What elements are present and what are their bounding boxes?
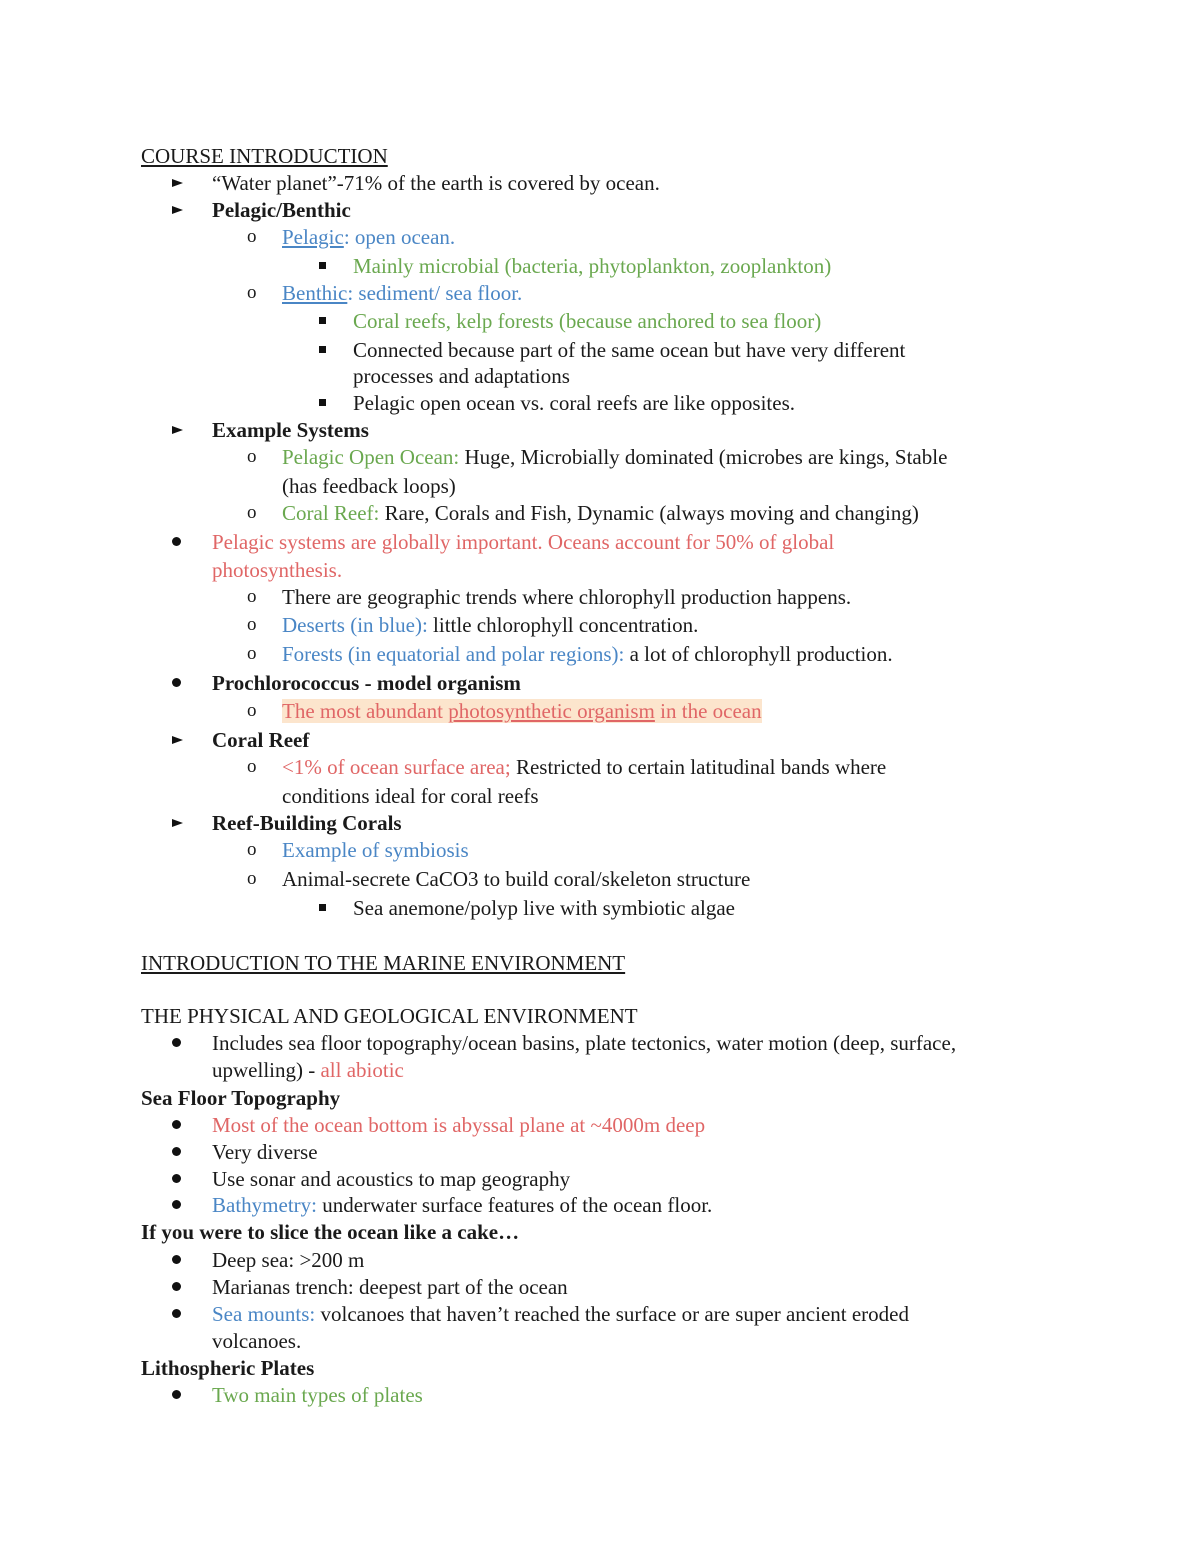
bullet-circle-icon: o bbox=[247, 586, 257, 607]
term-pelagic-open-ocean: Pelagic Open Ocean: bbox=[282, 445, 460, 469]
subsection-heading: THE PHYSICAL AND GEOLOGICAL ENVIRONMENT bbox=[141, 1004, 638, 1028]
text-run: in the ocean bbox=[654, 699, 762, 723]
list-item: Includes sea floor topography/ocean basins, plate tectonics, water motion (deep, surface, bbox=[212, 1031, 957, 1055]
list-item bbox=[282, 754, 886, 780]
bullet-arrow-icon bbox=[172, 205, 182, 215]
topic-heading: Sea Floor Topography bbox=[141, 1086, 341, 1110]
emphasis: <1% of ocean surface area; bbox=[282, 755, 511, 779]
bullet-circle-icon: o bbox=[247, 868, 257, 889]
definition: volcanoes that haven’t reached the surface or are super ancient eroded bbox=[315, 1302, 909, 1326]
bullet-square-icon bbox=[319, 262, 326, 269]
bullet-arrow-icon bbox=[172, 818, 182, 828]
term-bathymetry: Bathymetry: bbox=[212, 1193, 317, 1217]
bullet-dot-icon bbox=[172, 1120, 182, 1130]
bullet-circle-icon: o bbox=[247, 282, 257, 303]
bullet-arrow-icon bbox=[172, 178, 182, 188]
bullet-arrow-icon bbox=[172, 735, 182, 745]
list-item: Two main types of plates bbox=[212, 1383, 423, 1407]
highlighted-text bbox=[282, 699, 762, 723]
definition: Rare, Corals and Fish, Dynamic (always moving and changing) bbox=[379, 501, 919, 525]
definition: : open ocean. bbox=[343, 225, 456, 249]
list-item: Prochlorococcus - model organism bbox=[212, 671, 521, 695]
section-heading-course-introduction: COURSE INTRODUCTION bbox=[141, 144, 388, 168]
list-item-continued: (has feedback loops) bbox=[282, 474, 456, 498]
bullet-circle-icon: o bbox=[247, 226, 257, 247]
list-item: Animal-secrete CaCO3 to build coral/skeleton structure bbox=[282, 867, 751, 891]
bullet-dot-icon bbox=[172, 1038, 182, 1048]
list-item: Sea anemone/polyp live with symbiotic algae bbox=[353, 896, 735, 920]
list-item: Pelagic open ocean vs. coral reefs are like opposites. bbox=[353, 391, 795, 415]
list-item: Deep sea: >200 m bbox=[212, 1248, 365, 1272]
list-item: Pelagic systems are globally important. Oceans account for 50% of global bbox=[212, 530, 835, 554]
list-item: Coral Reef bbox=[212, 728, 310, 752]
bullet-circle-icon: o bbox=[247, 643, 257, 664]
list-item: Example Systems bbox=[212, 418, 369, 442]
list-item: Reef-Building Corals bbox=[212, 811, 402, 835]
text-run: Restricted to certain latitudinal bands where bbox=[510, 755, 887, 779]
bullet-dot-icon bbox=[172, 537, 182, 547]
term-pelagic: Pelagic bbox=[282, 225, 344, 249]
term-deserts: Deserts (in blue): bbox=[282, 613, 428, 637]
bullet-arrow-icon bbox=[172, 425, 182, 435]
list-item: Very diverse bbox=[212, 1140, 318, 1164]
definition: little chlorophyll concentration. bbox=[427, 613, 699, 637]
bullet-circle-icon: o bbox=[247, 614, 257, 635]
bullet-dot-icon bbox=[172, 1309, 182, 1319]
bullet-square-icon bbox=[319, 346, 326, 353]
list-item: Most of the ocean bottom is abyssal plane at ~4000m deep bbox=[212, 1113, 706, 1137]
list-item bbox=[282, 224, 455, 250]
bullet-dot-icon bbox=[172, 1147, 182, 1157]
list-item: Use sonar and acoustics to map geography bbox=[212, 1167, 571, 1191]
term-sea-mounts: Sea mounts: bbox=[212, 1302, 316, 1326]
bullet-dot-icon bbox=[172, 1255, 182, 1265]
text-run: The most abundant bbox=[282, 699, 449, 723]
underlined-text: photosynthetic organism bbox=[448, 699, 655, 723]
topic-heading: Lithospheric Plates bbox=[141, 1356, 315, 1380]
list-item bbox=[282, 612, 698, 638]
bullet-dot-icon bbox=[172, 1390, 182, 1400]
text-run: upwelling) - bbox=[212, 1058, 321, 1082]
topic-heading: If you were to slice the ocean like a cake… bbox=[141, 1220, 520, 1244]
list-item-continued bbox=[212, 1057, 404, 1083]
list-item: Mainly microbial (bacteria, phytoplankton, zooplankton) bbox=[353, 254, 832, 278]
bullet-circle-icon: o bbox=[247, 756, 257, 777]
bullet-dot-icon bbox=[172, 1174, 182, 1184]
list-item-continued: volcanoes. bbox=[212, 1329, 302, 1353]
list-item bbox=[212, 1301, 909, 1327]
bullet-circle-icon: o bbox=[247, 839, 257, 860]
list-item-continued: photosynthesis. bbox=[212, 558, 343, 582]
list-item bbox=[282, 444, 947, 470]
term-coral-reef: Coral Reef: bbox=[282, 501, 380, 525]
list-item: Marianas trench: deepest part of the ocean bbox=[212, 1275, 568, 1299]
list-item bbox=[282, 280, 522, 306]
list-item bbox=[282, 500, 919, 526]
bullet-dot-icon bbox=[172, 1282, 182, 1292]
bullet-circle-icon: o bbox=[247, 446, 257, 467]
bullet-circle-icon: o bbox=[247, 502, 257, 523]
definition: a lot of chlorophyll production. bbox=[624, 642, 893, 666]
definition: Huge, Microbially dominated (microbes are kings, Stable bbox=[459, 445, 948, 469]
list-item: Pelagic/Benthic bbox=[212, 198, 351, 222]
bullet-dot-icon bbox=[172, 1200, 182, 1210]
bullet-square-icon bbox=[319, 904, 326, 911]
section-heading-marine-environment: INTRODUCTION TO THE MARINE ENVIRONMENT bbox=[141, 951, 626, 975]
list-item bbox=[282, 641, 893, 667]
list-item: Example of symbiosis bbox=[282, 838, 469, 862]
list-item: Coral reefs, kelp forests (because anchored to sea floor) bbox=[353, 309, 822, 333]
term-forests: Forests (in equatorial and polar regions): bbox=[282, 642, 625, 666]
list-item-continued: conditions ideal for coral reefs bbox=[282, 784, 539, 808]
list-item bbox=[212, 1192, 712, 1218]
bullet-square-icon bbox=[319, 317, 326, 324]
list-item bbox=[282, 698, 762, 724]
bullet-dot-icon bbox=[172, 678, 182, 688]
list-item-continued: processes and adaptations bbox=[353, 364, 570, 388]
definition: underwater surface features of the ocean floor. bbox=[316, 1193, 713, 1217]
bullet-circle-icon: o bbox=[247, 700, 257, 721]
emphasis: all abiotic bbox=[320, 1058, 404, 1082]
bullet-square-icon bbox=[319, 399, 326, 406]
term-benthic: Benthic bbox=[282, 281, 348, 305]
list-item: “Water planet”-71% of the earth is covered by ocean. bbox=[212, 171, 660, 195]
definition: : sediment/ sea floor. bbox=[347, 281, 523, 305]
list-item: Connected because part of the same ocean but have very different bbox=[353, 338, 906, 362]
list-item: There are geographic trends where chlorophyll production happens. bbox=[282, 585, 852, 609]
